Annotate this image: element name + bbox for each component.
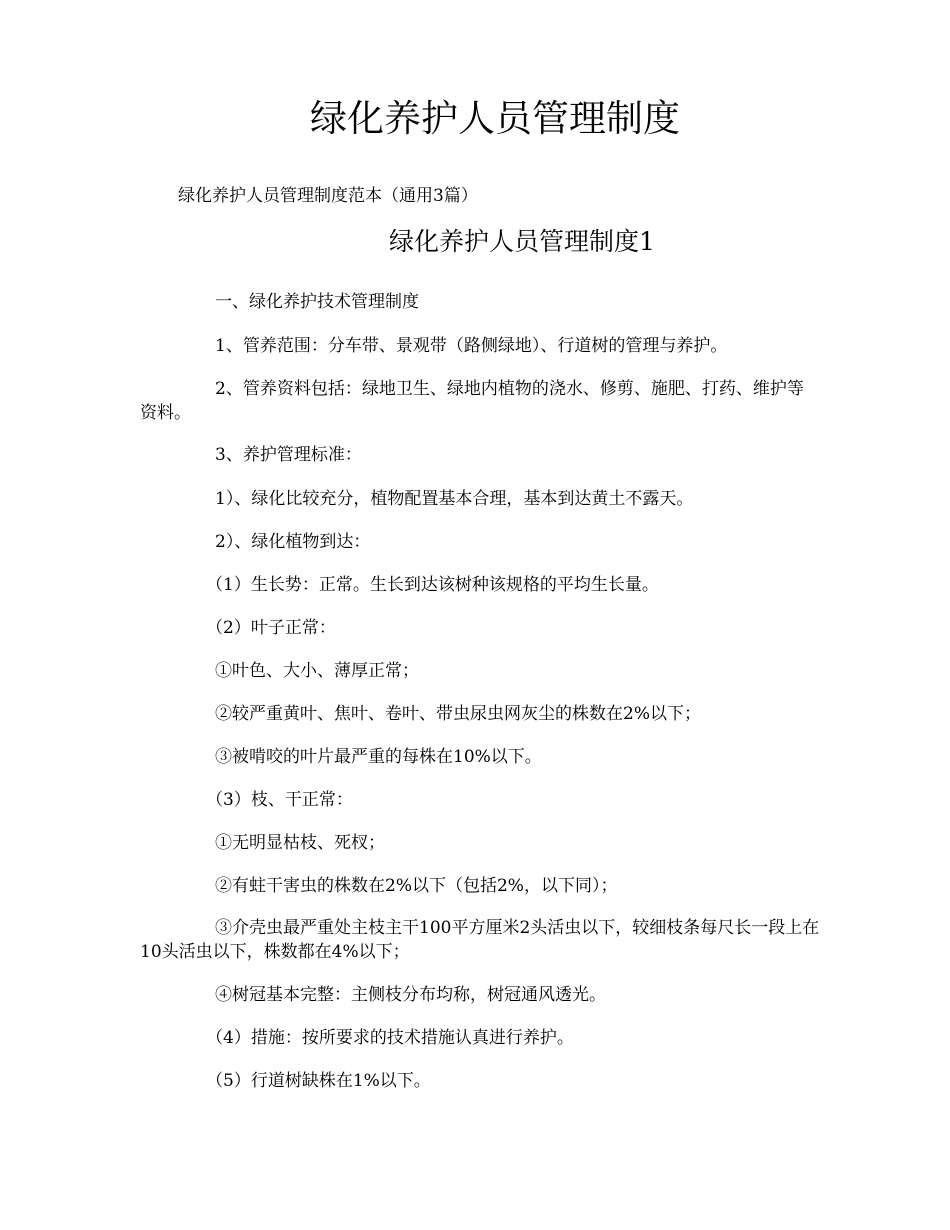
paragraph-branches-3: ③介壳虫最严重处主枝主干100平方厘米2头活虫以下，较细枝条每尺长一段上在10头活虫以下，株数都在4%以下； bbox=[140, 918, 820, 962]
paragraph-branches-4: ④树冠基本完整：主侧枝分布均称，树冠通风透光。 bbox=[215, 985, 606, 1005]
document-subtitle: 绿化养护人员管理制度范本（通用3篇） bbox=[178, 186, 478, 206]
paragraph-standard-1: 1）、绿化比较充分，植物配置基本合理，基本到达黄土不露天。 bbox=[215, 489, 694, 509]
paragraph-heading-tech-management: 一、绿化养护技术管理制度 bbox=[215, 292, 419, 312]
paragraph-missing-trees: （5）行道树缺株在1%以下。 bbox=[206, 1071, 431, 1091]
paragraph-leaves-2: ②较严重黄叶、焦叶、卷叶、带虫尿虫网灰尘的株数在2%以下； bbox=[215, 704, 701, 724]
paragraph-standards: 3、养护管理标准： bbox=[215, 445, 362, 465]
paragraph-leaves-3: ③被啃咬的叶片最严重的每株在10%以下。 bbox=[215, 747, 542, 767]
paragraph-leaves-1: ①叶色、大小、薄厚正常； bbox=[215, 661, 419, 681]
paragraph-standard-2: 2）、绿化植物到达： bbox=[215, 532, 371, 552]
paragraph-branches-1: ①无明显枯枝、死杈； bbox=[215, 833, 385, 853]
paragraph-materials: 2、管养资料包括：绿地卫生、绿地内植物的浇水、修剪、施肥、打药、维护等资料。 bbox=[140, 379, 804, 423]
paragraph-scope: 1、管养范围：分车带、景观带（路侧绿地）、行道树的管理与养护。 bbox=[215, 336, 728, 356]
paragraph-measures: （4）措施：按所要求的技术措施认真进行养护。 bbox=[206, 1028, 574, 1048]
paragraph-leaves: （2）叶子正常： bbox=[206, 618, 336, 638]
paragraph-branches: （3）枝、干正常： bbox=[206, 790, 353, 810]
section-title: 绿化养护人员管理制度1 bbox=[389, 227, 655, 256]
paragraph-growth: （1）生长势：正常。生长到达该树种该规格的平均生长量。 bbox=[206, 575, 659, 595]
paragraph-branches-2: ②有蛀干害虫的株数在2%以下（包括2%，以下同）； bbox=[215, 876, 618, 896]
page-title: 绿化养护人员管理制度 bbox=[310, 97, 680, 140]
